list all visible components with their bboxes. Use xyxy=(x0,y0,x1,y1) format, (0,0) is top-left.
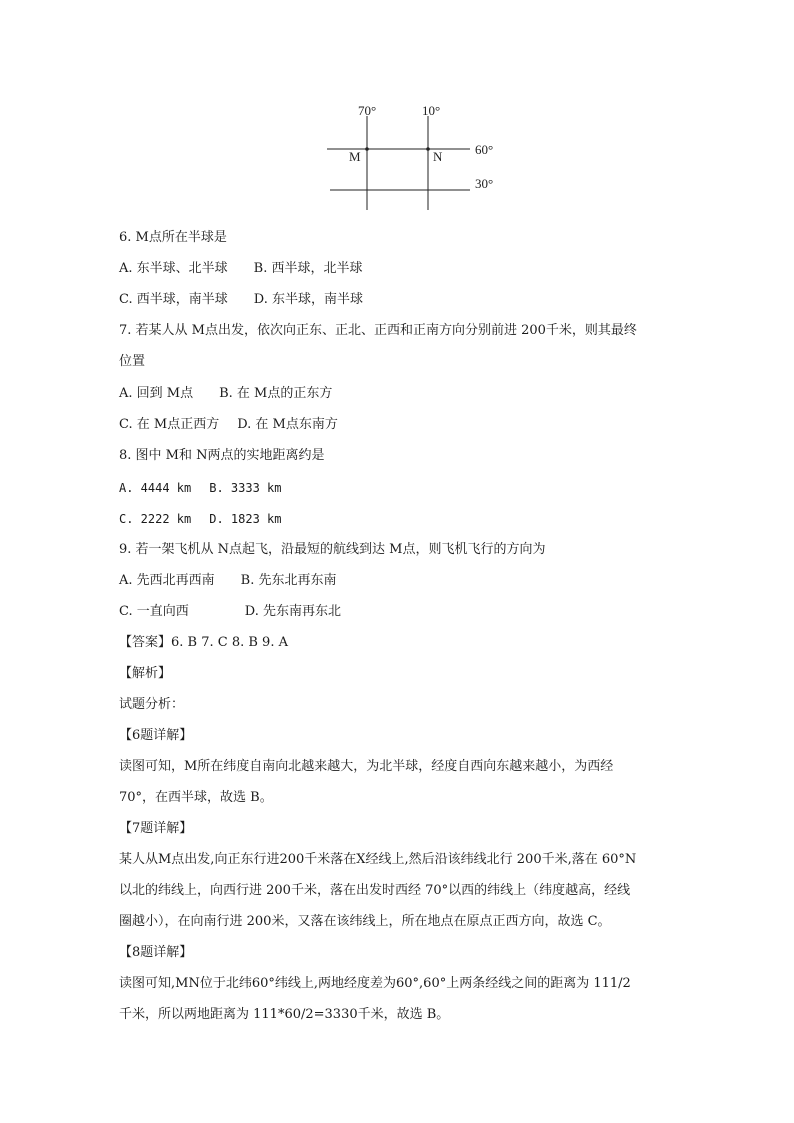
q8-stem: 8. 图中 M和 N两点的实地距离约是 xyxy=(119,448,325,463)
q7-options-row1 xyxy=(119,385,332,403)
q6-options-row1 xyxy=(119,260,362,278)
q7-stem-cont: 位置 xyxy=(119,354,146,369)
q6-option-b: B. 西半球，北半球 xyxy=(253,261,363,276)
q8-options-row2 xyxy=(119,510,282,528)
label-lon-70: 70° xyxy=(358,103,377,118)
q8-option-c: C. 2222 km xyxy=(119,512,192,526)
point-n-dot xyxy=(426,147,430,151)
q7-stem: 7. 若某人从 M点出发，依次向正东、正北、正西和正南方向分别前进 200千米，则其最终 xyxy=(119,323,637,338)
detail-8-line1: 读图可知,MN位于北纬60°纬线上,两地经度差为60°,60°上两条经线之间的距离为 111/2 xyxy=(119,976,631,991)
analysis-intro: 试题分析： xyxy=(119,697,185,712)
analysis-heading: 【解析】 xyxy=(119,666,172,681)
q9-option-b: B. 先东北再东南 xyxy=(240,573,337,588)
label-point-m: M xyxy=(349,149,361,164)
q8-option-d: D. 1823 km xyxy=(209,512,282,526)
q8-options-row1 xyxy=(119,479,282,497)
lat-lon-grid-diagram xyxy=(300,96,520,216)
q7-option-c: C. 在 M点正西方 xyxy=(119,417,220,432)
q9-options-row1 xyxy=(119,572,336,590)
q6-options-row2 xyxy=(119,291,363,309)
q8-option-b: B. 3333 km xyxy=(209,481,282,495)
detail-6-heading: 【6题详解】 xyxy=(119,728,193,743)
detail-6-line1: 读图可知，M所在纬度自南向北越来越大，为北半球，经度自西向东越来越小，为西经 xyxy=(119,759,614,774)
q6-stem: 6. M点所在半球是 xyxy=(119,230,227,245)
q9-option-c: C. 一直向西 xyxy=(119,604,189,619)
label-point-n: N xyxy=(433,149,443,164)
detail-8-line2: 千米，所以两地距离为 111*60/2=3330千米，故选 B。 xyxy=(119,1007,450,1022)
q9-stem: 9. 若一架飞机从 N点起飞，沿最短的航线到达 M点，则飞机飞行的方向为 xyxy=(119,542,546,557)
q6-option-a: A. 东半球、北半球 xyxy=(119,261,228,276)
grid-svg xyxy=(300,96,520,216)
label-lon-10: 10° xyxy=(422,103,441,118)
q8-option-a: A. 4444 km xyxy=(119,481,192,495)
q9-options-row2 xyxy=(119,603,341,621)
detail-8-heading: 【8题详解】 xyxy=(119,945,193,960)
q9-option-d: D. 先东南再东北 xyxy=(244,604,341,619)
q6-option-d: D. 东半球，南半球 xyxy=(253,292,363,307)
detail-6-line2: 70°，在西半球，故选 B。 xyxy=(119,790,273,805)
q7-option-b: B. 在 M点的正东方 xyxy=(219,386,333,401)
detail-7-line1: 某人从M点出发,向正东行进200千米落在X经线上,然后沿该纬线北行 200千米,落在 60°N xyxy=(119,852,637,867)
detail-7-line2: 以北的纬线上，向西行进 200千米，落在出发时西经 70°以西的纬线上（纬度越高，经线 xyxy=(119,883,631,898)
detail-7-heading: 【7题详解】 xyxy=(119,821,193,836)
q7-options-row2 xyxy=(119,416,338,434)
q7-option-d: D. 在 M点东南方 xyxy=(237,417,338,432)
q6-option-c: C. 西半球，南半球 xyxy=(119,292,228,307)
detail-7-line3: 圈越小），在向南行进 200米，又落在该纬线上，所在地点在原点正西方向，故选 C。 xyxy=(119,914,611,929)
label-lat-60: 60° xyxy=(475,142,494,157)
label-lat-30: 30° xyxy=(475,176,494,191)
point-m-dot xyxy=(365,147,369,151)
answer-line: 【答案】6. B 7. C 8. B 9. A xyxy=(119,635,288,650)
q7-option-a: A. 回到 M点 xyxy=(119,386,194,401)
q9-option-a: A. 先西北再西南 xyxy=(119,573,215,588)
